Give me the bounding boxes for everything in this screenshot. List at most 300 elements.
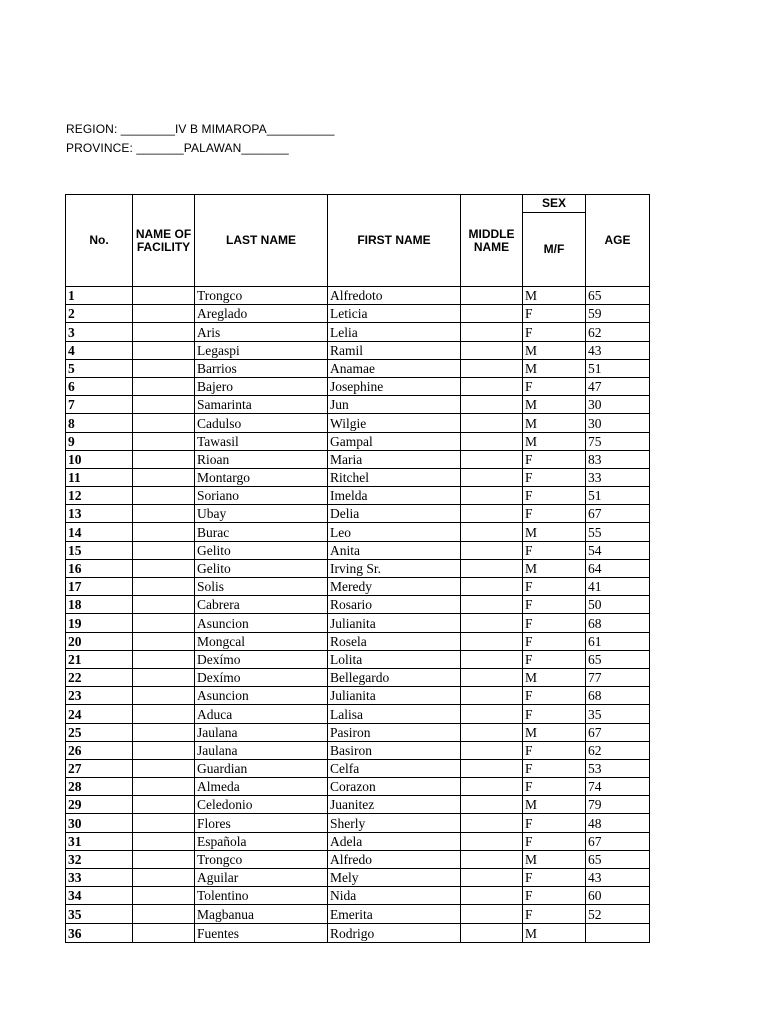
facility-cell [133,796,195,814]
last-name-cell: Fuentes [195,923,328,942]
first-name-cell: Alfredoto [328,287,461,305]
table-row [66,778,650,796]
sex-cell: M [523,359,586,377]
sex-cell: F [523,614,586,632]
last-name-cell: Samarinta [195,396,328,414]
first-name-cell: Imelda [328,487,461,505]
table-row [66,887,650,905]
row-number: 27 [66,759,133,777]
middle-name-cell [461,305,523,323]
table-row [66,850,650,868]
first-name-cell: Meredy [328,578,461,596]
first-name-cell: Bellegardo [328,668,461,686]
first-name-cell: Rosela [328,632,461,650]
middle-name-cell [461,505,523,523]
sex-cell: M [523,923,586,942]
table-row [66,432,650,450]
last-name-cell: Jaulana [195,741,328,759]
age-cell: 55 [586,523,650,541]
region-label: REGION: ________IV B MIMAROPA__________ [66,122,335,136]
row-number: 18 [66,596,133,614]
age-cell: 75 [586,432,650,450]
row-number: 22 [66,668,133,686]
facility-cell [133,832,195,850]
middle-name-cell [461,559,523,577]
first-name-cell: Leticia [328,305,461,323]
age-cell: 77 [586,668,650,686]
header-middle-name: MIDDLE NAME [461,195,523,287]
row-number: 19 [66,614,133,632]
facility-cell [133,432,195,450]
facility-cell [133,705,195,723]
age-cell: 47 [586,377,650,395]
row-number: 23 [66,687,133,705]
header-no: No. [66,195,133,287]
first-name-cell: Anamae [328,359,461,377]
row-number: 13 [66,505,133,523]
middle-name-cell [461,323,523,341]
age-cell: 74 [586,778,650,796]
middle-name-cell [461,814,523,832]
table-row [66,923,650,942]
first-name-cell: Lalisa [328,705,461,723]
first-name-cell: Wilgie [328,414,461,432]
last-name-cell: Gelito [195,541,328,559]
sex-cell: M [523,341,586,359]
middle-name-cell [461,887,523,905]
age-cell [586,923,650,942]
row-number: 25 [66,723,133,741]
row-number: 14 [66,523,133,541]
sex-cell: M [523,559,586,577]
facility-cell [133,541,195,559]
row-number: 24 [66,705,133,723]
middle-name-cell [461,759,523,777]
sex-cell: M [523,432,586,450]
middle-name-cell [461,778,523,796]
table-row [66,377,650,395]
age-cell: 30 [586,396,650,414]
sex-cell: M [523,414,586,432]
first-name-cell: Julianita [328,687,461,705]
age-cell: 43 [586,869,650,887]
middle-name-cell [461,414,523,432]
facility-cell [133,614,195,632]
table-row [66,287,650,305]
first-name-cell: Irving Sr. [328,559,461,577]
middle-name-cell [461,541,523,559]
middle-name-cell [461,796,523,814]
row-number: 34 [66,887,133,905]
age-cell: 33 [586,468,650,486]
first-name-cell: Sherly [328,814,461,832]
last-name-cell: Asuncion [195,614,328,632]
age-cell: 52 [586,905,650,923]
age-cell: 59 [586,305,650,323]
province-label: PROVINCE: _______PALAWAN_______ [66,141,289,155]
last-name-cell: Gelito [195,559,328,577]
table-row [66,523,650,541]
table-row [66,687,650,705]
table-row [66,705,650,723]
first-name-cell: Rodrigo [328,923,461,942]
middle-name-cell [461,287,523,305]
sex-cell: F [523,578,586,596]
row-number: 1 [66,287,133,305]
last-name-cell: Soriano [195,487,328,505]
last-name-cell: Burac [195,523,328,541]
middle-name-cell [461,523,523,541]
row-number: 26 [66,741,133,759]
last-name-cell: Celedonio [195,796,328,814]
facility-cell [133,650,195,668]
middle-name-cell [461,869,523,887]
facility-cell [133,596,195,614]
table-row [66,505,650,523]
row-number: 5 [66,359,133,377]
age-cell: 65 [586,650,650,668]
sex-cell: F [523,759,586,777]
row-number: 6 [66,377,133,395]
facility-cell [133,869,195,887]
row-number: 3 [66,323,133,341]
facility-cell [133,905,195,923]
last-name-cell: Tawasil [195,432,328,450]
middle-name-cell [461,359,523,377]
middle-name-cell [461,432,523,450]
table-row [66,450,650,468]
middle-name-cell [461,905,523,923]
age-cell: 83 [586,450,650,468]
table-row [66,559,650,577]
facility-cell [133,759,195,777]
last-name-cell: Almeda [195,778,328,796]
sex-cell: F [523,905,586,923]
last-name-cell: Asuncion [195,687,328,705]
middle-name-cell [461,832,523,850]
facility-cell [133,723,195,741]
last-name-cell: Flores [195,814,328,832]
sex-cell: M [523,723,586,741]
header-sex: SEX [523,195,586,213]
sex-cell: M [523,287,586,305]
age-cell: 51 [586,359,650,377]
last-name-cell: Dexímo [195,668,328,686]
middle-name-cell [461,396,523,414]
sex-cell: F [523,887,586,905]
middle-name-cell [461,705,523,723]
row-number: 16 [66,559,133,577]
row-number: 35 [66,905,133,923]
row-number: 29 [66,796,133,814]
header-age: AGE [586,195,650,287]
table-row [66,905,650,923]
sex-cell: F [523,632,586,650]
facility-cell [133,450,195,468]
last-name-cell: Cabrera [195,596,328,614]
last-name-cell: Ubay [195,505,328,523]
facility-cell [133,468,195,486]
middle-name-cell [461,668,523,686]
first-name-cell: Rosario [328,596,461,614]
age-cell: 68 [586,614,650,632]
facility-cell [133,741,195,759]
sex-cell: M [523,668,586,686]
table-row [66,414,650,432]
header-mf: M/F [523,213,586,287]
last-name-cell: Trongco [195,850,328,868]
table-row [66,341,650,359]
sex-cell: F [523,541,586,559]
age-cell: 51 [586,487,650,505]
table-row [66,796,650,814]
first-name-cell: Alfredo [328,850,461,868]
middle-name-cell [461,741,523,759]
first-name-cell: Josephine [328,377,461,395]
middle-name-cell [461,650,523,668]
row-number: 21 [66,650,133,668]
facility-cell [133,341,195,359]
row-number: 28 [66,778,133,796]
sex-cell: F [523,596,586,614]
row-number: 7 [66,396,133,414]
sex-cell: M [523,396,586,414]
facility-cell [133,632,195,650]
row-number: 11 [66,468,133,486]
age-cell: 68 [586,687,650,705]
sex-cell: F [523,305,586,323]
age-cell: 65 [586,287,650,305]
age-cell: 30 [586,414,650,432]
facility-cell [133,505,195,523]
facility-cell [133,487,195,505]
last-name-cell: Mongcal [195,632,328,650]
row-number: 33 [66,869,133,887]
first-name-cell: Maria [328,450,461,468]
table-body [66,287,650,943]
first-name-cell: Ritchel [328,468,461,486]
first-name-cell: Nida [328,887,461,905]
row-number: 9 [66,432,133,450]
age-cell: 64 [586,559,650,577]
middle-name-cell [461,923,523,942]
table-row [66,487,650,505]
last-name-cell: Magbanua [195,905,328,923]
last-name-cell: Aguilar [195,869,328,887]
row-number: 15 [66,541,133,559]
first-name-cell: Gampal [328,432,461,450]
sex-cell: F [523,450,586,468]
row-number: 32 [66,850,133,868]
facility-cell [133,668,195,686]
facility-cell [133,396,195,414]
age-cell: 67 [586,723,650,741]
sex-cell: M [523,796,586,814]
row-number: 12 [66,487,133,505]
sex-cell: F [523,687,586,705]
last-name-cell: Cadulso [195,414,328,432]
age-cell: 67 [586,832,650,850]
age-cell: 41 [586,578,650,596]
first-name-cell: Basiron [328,741,461,759]
age-cell: 53 [586,759,650,777]
row-number: 31 [66,832,133,850]
facility-cell [133,923,195,942]
table-row [66,759,650,777]
table-row [66,869,650,887]
last-name-cell: Aris [195,323,328,341]
first-name-cell: Lelia [328,323,461,341]
middle-name-cell [461,596,523,614]
middle-name-cell [461,578,523,596]
age-cell: 62 [586,741,650,759]
middle-name-cell [461,850,523,868]
age-cell: 61 [586,632,650,650]
facility-cell [133,414,195,432]
middle-name-cell [461,450,523,468]
last-name-cell: Guardian [195,759,328,777]
row-number: 4 [66,341,133,359]
table-row [66,832,650,850]
middle-name-cell [461,341,523,359]
last-name-cell: Bajero [195,377,328,395]
facility-cell [133,377,195,395]
last-name-cell: Trongco [195,287,328,305]
row-number: 8 [66,414,133,432]
sex-cell: F [523,505,586,523]
sex-cell: F [523,377,586,395]
sex-cell: F [523,468,586,486]
row-number: 17 [66,578,133,596]
middle-name-cell [461,468,523,486]
sex-cell: F [523,869,586,887]
first-name-cell: Corazon [328,778,461,796]
middle-name-cell [461,687,523,705]
middle-name-cell [461,614,523,632]
age-cell: 48 [586,814,650,832]
table-row [66,650,650,668]
table-row [66,323,650,341]
sex-cell: F [523,814,586,832]
table-row [66,396,650,414]
age-cell: 79 [586,796,650,814]
age-cell: 65 [586,850,650,868]
last-name-cell: Legaspi [195,341,328,359]
first-name-cell: Pasiron [328,723,461,741]
first-name-cell: Delia [328,505,461,523]
facility-cell [133,359,195,377]
row-number: 2 [66,305,133,323]
last-name-cell: Solis [195,578,328,596]
sex-cell: F [523,832,586,850]
age-cell: 50 [586,596,650,614]
age-cell: 54 [586,541,650,559]
age-cell: 60 [586,887,650,905]
facility-cell [133,850,195,868]
last-name-cell: Tolentino [195,887,328,905]
middle-name-cell [461,723,523,741]
facility-cell [133,887,195,905]
last-name-cell: Española [195,832,328,850]
first-name-cell: Adela [328,832,461,850]
sex-cell: M [523,523,586,541]
last-name-cell: Areglado [195,305,328,323]
last-name-cell: Barrios [195,359,328,377]
row-number: 10 [66,450,133,468]
table-row [66,596,650,614]
facility-cell [133,687,195,705]
last-name-cell: Dexímo [195,650,328,668]
age-cell: 67 [586,505,650,523]
first-name-cell: Leo [328,523,461,541]
row-number: 30 [66,814,133,832]
first-name-cell: Mely [328,869,461,887]
facility-cell [133,578,195,596]
header-first-name: FIRST NAME [328,195,461,287]
facility-cell [133,323,195,341]
first-name-cell: Celfa [328,759,461,777]
table-row [66,632,650,650]
facility-cell [133,305,195,323]
sex-cell: F [523,705,586,723]
first-name-cell: Emerita [328,905,461,923]
table-row [66,614,650,632]
sex-cell: F [523,323,586,341]
table-row [66,723,650,741]
first-name-cell: Juanitez [328,796,461,814]
facility-cell [133,559,195,577]
table-row [66,468,650,486]
table-row [66,668,650,686]
table-row [66,541,650,559]
age-cell: 62 [586,323,650,341]
sex-cell: F [523,741,586,759]
table-row [66,578,650,596]
sex-cell: F [523,778,586,796]
sex-cell: F [523,487,586,505]
table-row [66,359,650,377]
sex-cell: M [523,850,586,868]
middle-name-cell [461,377,523,395]
last-name-cell: Jaulana [195,723,328,741]
first-name-cell: Ramil [328,341,461,359]
first-name-cell: Julianita [328,614,461,632]
last-name-cell: Montargo [195,468,328,486]
middle-name-cell [461,487,523,505]
facility-cell [133,814,195,832]
table-row [66,741,650,759]
roster-table [65,194,650,943]
last-name-cell: Aduca [195,705,328,723]
header-last-name: LAST NAME [195,195,328,287]
age-cell: 35 [586,705,650,723]
table-row [66,814,650,832]
facility-cell [133,287,195,305]
header-facility: NAME OF FACILITY [133,195,195,287]
table-row [66,305,650,323]
first-name-cell: Anita [328,541,461,559]
facility-cell [133,778,195,796]
last-name-cell: Rioan [195,450,328,468]
age-cell: 43 [586,341,650,359]
facility-cell [133,523,195,541]
first-name-cell: Jun [328,396,461,414]
sex-cell: F [523,650,586,668]
first-name-cell: Lolita [328,650,461,668]
row-number: 36 [66,923,133,942]
middle-name-cell [461,632,523,650]
row-number: 20 [66,632,133,650]
